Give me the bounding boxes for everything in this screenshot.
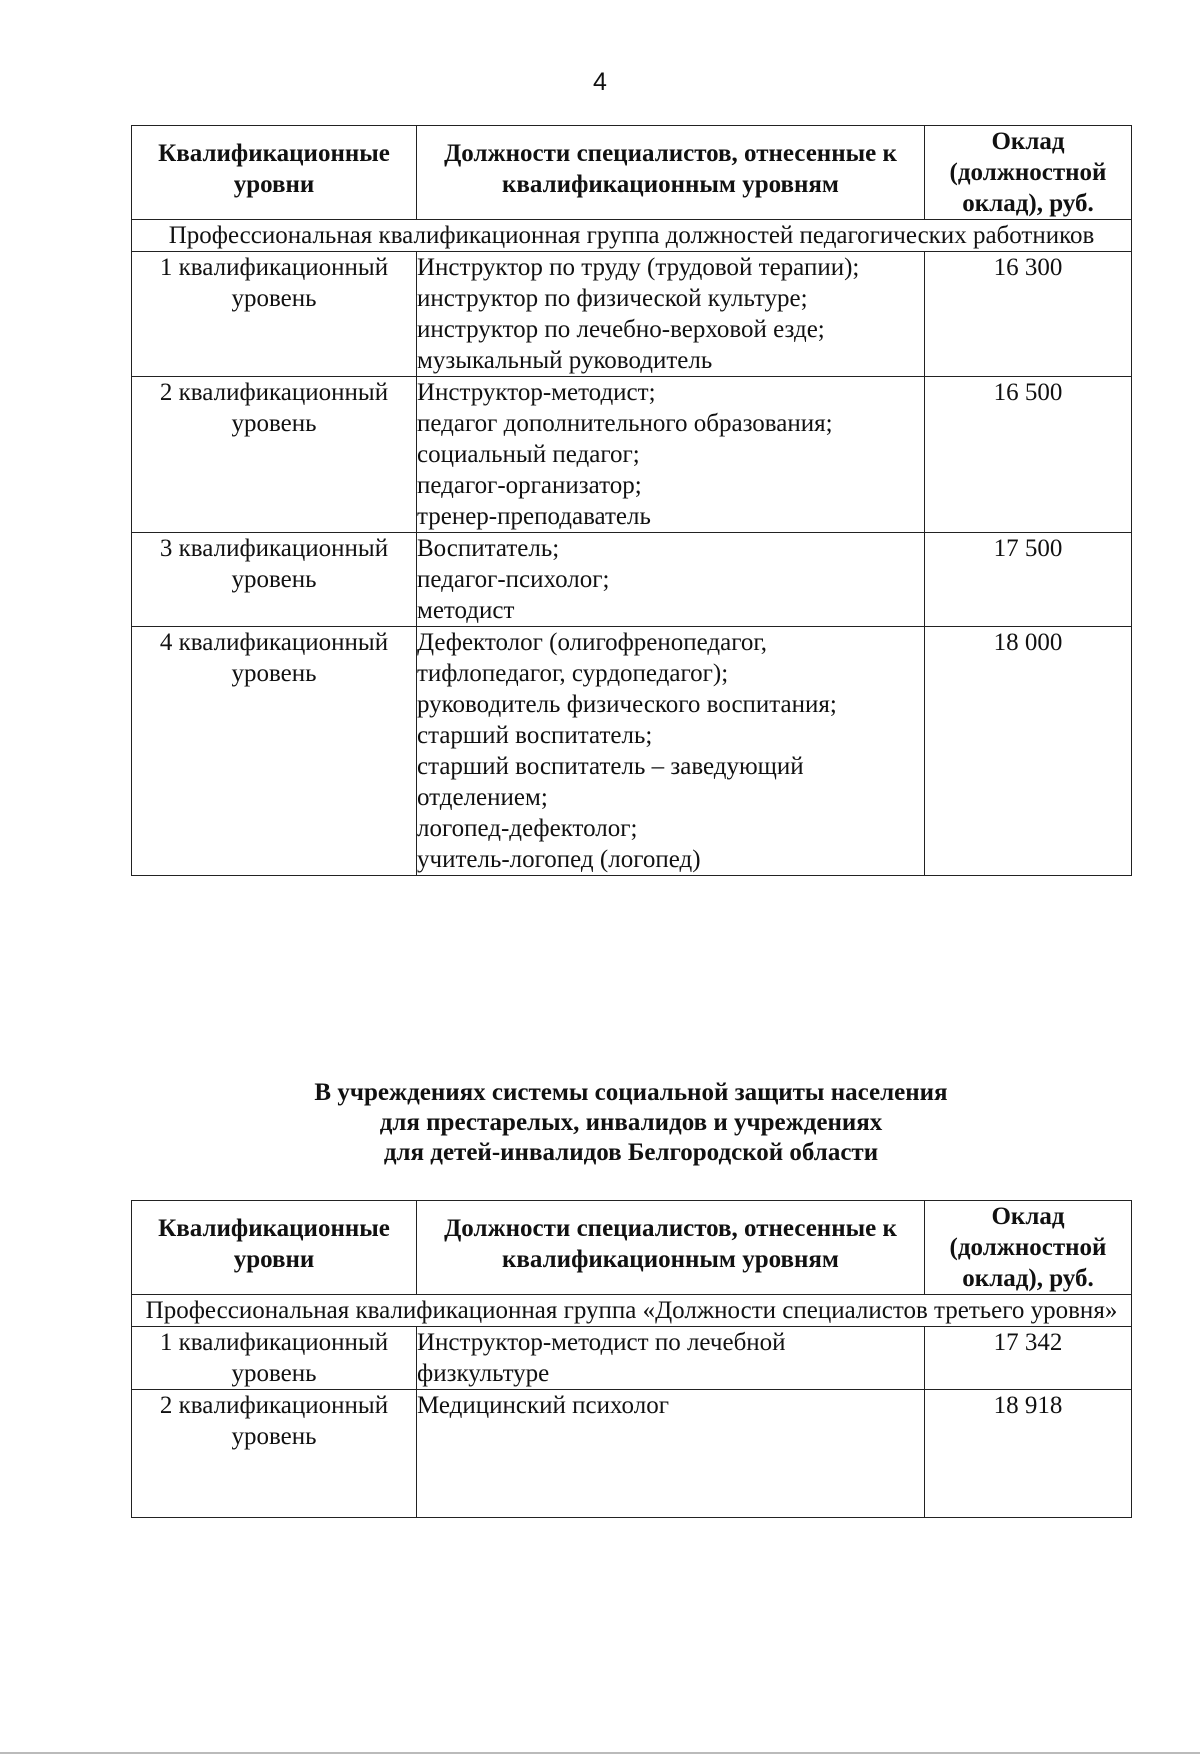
level-cell: 2 квалификационный уровень (132, 377, 417, 533)
table-row (132, 1327, 1132, 1390)
group-title: Профессиональная квалификационная группа «Должности специалистов третьего уровня» (132, 1295, 1132, 1327)
position-line: инструктор по лечебно-верховой езде; (417, 316, 825, 343)
header-salary: Оклад (должностной оклад), руб. (925, 1201, 1132, 1295)
salary-table-pedagogical (131, 125, 1132, 876)
positions-cell (417, 252, 925, 377)
positions-cell (417, 1327, 925, 1390)
salary-cell: 17 342 (925, 1327, 1132, 1390)
salary-cell: 18 000 (925, 627, 1132, 876)
position-line: педагог-психолог; (417, 566, 610, 593)
table-row (132, 627, 1132, 876)
group-title: Профессиональная квалификационная группа должностей педагогических работников (132, 220, 1132, 252)
position-line: инструктор по физической культуре; (417, 285, 808, 312)
section-heading (131, 1078, 1131, 1168)
positions-cell (417, 1390, 925, 1518)
table-row (132, 377, 1132, 533)
position-line: методист (417, 597, 515, 624)
table-row (132, 1390, 1132, 1518)
positions-cell (417, 533, 925, 627)
salary-cell: 16 300 (925, 252, 1132, 377)
position-line: социальный педагог; (417, 441, 640, 468)
section-heading-line: В учреждениях системы социальной защиты населения (314, 1079, 948, 1106)
position-line: музыкальный руководитель (417, 347, 713, 374)
position-line: педагог-организатор; (417, 472, 642, 499)
salary-cell: 17 500 (925, 533, 1132, 627)
position-line: старший воспитатель; (417, 722, 653, 749)
position-line: Воспитатель; (417, 535, 560, 562)
table-row (132, 252, 1132, 377)
position-line: педагог дополнительного образования; (417, 410, 833, 437)
section-heading-line: для детей-инвалидов Белгородской области (383, 1139, 879, 1166)
position-line: тренер-преподаватель (417, 503, 651, 530)
group-row (132, 1295, 1132, 1327)
level-cell: 4 квалификационный уровень (132, 627, 417, 876)
header-levels: Квалификационные уровни (132, 126, 417, 220)
position-line: руководитель физического воспитания; (417, 691, 837, 718)
position-line: Инструктор-методист по лечебной (417, 1329, 786, 1356)
level-cell: 2 квалификационный уровень (132, 1390, 417, 1518)
level-cell: 3 квалификационный уровень (132, 533, 417, 627)
table-header-row (132, 1201, 1132, 1295)
position-line: физкультуре (417, 1360, 550, 1387)
scan-edge-line (0, 1752, 1200, 1754)
header-salary: Оклад (должностной оклад), руб. (925, 126, 1132, 220)
salary-cell: 16 500 (925, 377, 1132, 533)
position-line: Дефектолог (олигофренопедагог, (417, 629, 768, 656)
header-positions: Должности специалистов, отнесенные к квалификационным уровням (417, 126, 925, 220)
position-line: учитель-логопед (логопед) (417, 846, 701, 873)
salary-table-social-protection (131, 1200, 1132, 1518)
header-levels: Квалификационные уровни (132, 1201, 417, 1295)
position-line: Инструктор-методист; (417, 379, 656, 406)
page-number: 4 (593, 68, 607, 96)
salary-cell: 18 918 (925, 1390, 1132, 1518)
header-positions: Должности специалистов, отнесенные к квалификационным уровням (417, 1201, 925, 1295)
position-line: Медицинский психолог (417, 1392, 669, 1419)
level-cell: 1 квалификационный уровень (132, 252, 417, 377)
position-line: отделением; (417, 784, 548, 811)
position-line: тифлопедагог, сурдопедагог); (417, 660, 729, 687)
positions-cell (417, 627, 925, 876)
section-heading-line: для престарелых, инвалидов и учреждениях (379, 1109, 883, 1136)
table-header-row (132, 126, 1132, 220)
position-line: старший воспитатель – заведующий (417, 753, 804, 780)
positions-cell (417, 377, 925, 533)
table-row (132, 533, 1132, 627)
level-cell: 1 квалификационный уровень (132, 1327, 417, 1390)
position-line: Инструктор по труду (трудовой терапии); (417, 254, 860, 281)
group-row (132, 220, 1132, 252)
position-line: логопед-дефектолог; (417, 815, 638, 842)
